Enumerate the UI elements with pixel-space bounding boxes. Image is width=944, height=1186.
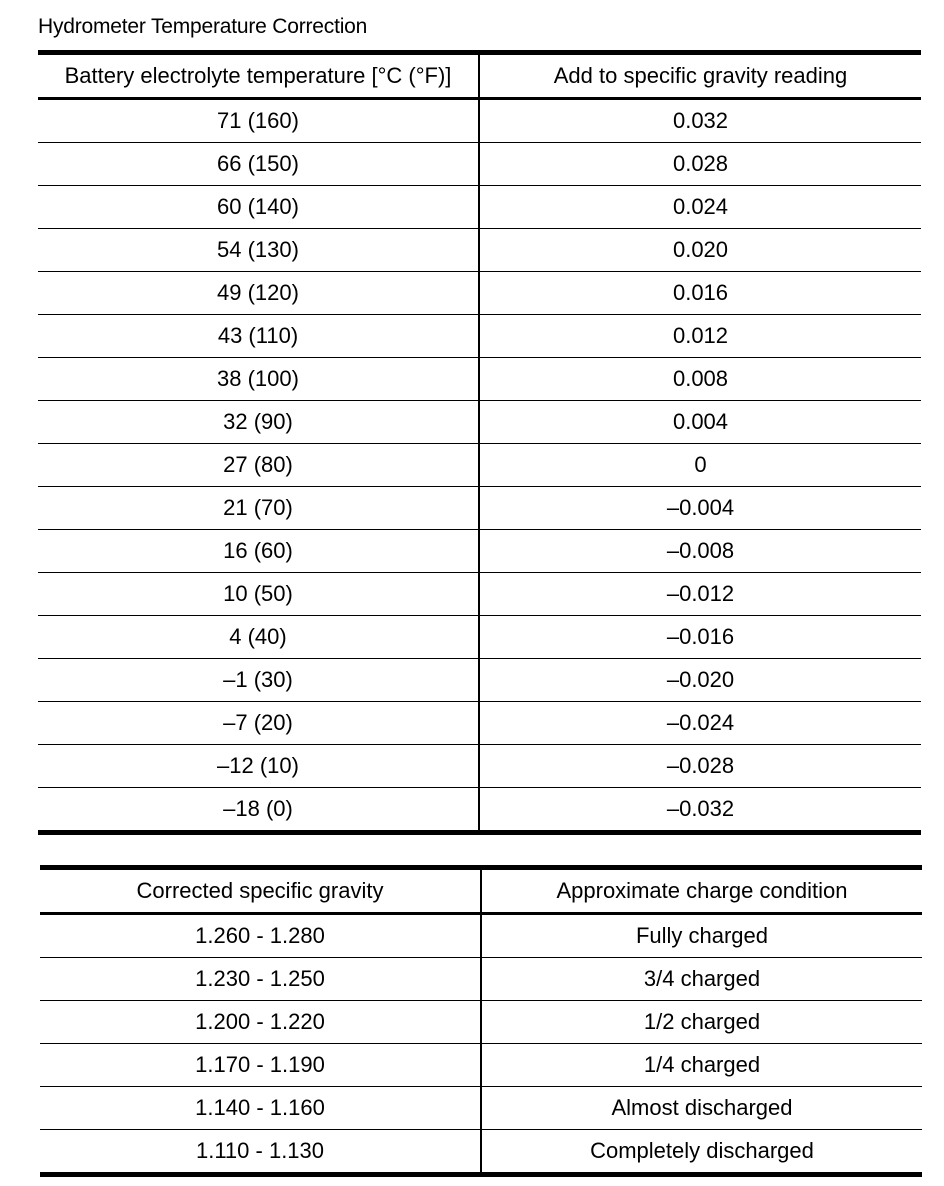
correction-cell: 0.012	[479, 315, 921, 358]
temperature-cell: –1 (30)	[38, 659, 479, 702]
temperature-cell: –7 (20)	[38, 702, 479, 745]
correction-cell: –0.016	[479, 616, 921, 659]
table-row	[40, 1130, 922, 1175]
table-row	[40, 958, 922, 1001]
column-header-charge-condition: Approximate charge condition	[481, 868, 922, 914]
table-row	[38, 616, 921, 659]
correction-cell: –0.004	[479, 487, 921, 530]
temperature-cell: –18 (0)	[38, 788, 479, 833]
correction-cell: 0.020	[479, 229, 921, 272]
charge-condition-cell: 3/4 charged	[481, 958, 922, 1001]
correction-cell: 0	[479, 444, 921, 487]
table-header-row	[38, 53, 921, 99]
specific-gravity-cell: 1.110 - 1.130	[40, 1130, 481, 1175]
table-row	[38, 401, 921, 444]
correction-cell: –0.024	[479, 702, 921, 745]
correction-cell: 0.024	[479, 186, 921, 229]
temperature-cell: 10 (50)	[38, 573, 479, 616]
correction-cell: –0.028	[479, 745, 921, 788]
table-row	[38, 573, 921, 616]
charge-condition-cell: 1/4 charged	[481, 1044, 922, 1087]
correction-cell: 0.032	[672, 108, 729, 133]
correction-cell: –0.020	[479, 659, 921, 702]
temperature-cell: 66 (150)	[38, 143, 479, 186]
column-header-specific-gravity: Corrected specific gravity	[40, 868, 481, 914]
charge-condition-cell: Almost discharged	[481, 1087, 922, 1130]
table-row	[38, 530, 921, 573]
temperature-cell: 43 (110)	[38, 315, 479, 358]
table-row	[38, 143, 921, 186]
correction-cell: –0.012	[479, 573, 921, 616]
temperature-cell: 32 (90)	[38, 401, 479, 444]
table-row	[38, 487, 921, 530]
temperature-cell: 54 (130)	[38, 229, 479, 272]
temperature-cell: 4 (40)	[38, 616, 479, 659]
charge-condition-cell: 1/2 charged	[481, 1001, 922, 1044]
charge-condition-cell: Completely discharged	[481, 1130, 922, 1175]
specific-gravity-cell: 1.170 - 1.190	[40, 1044, 481, 1087]
temperature-cell: 21 (70)	[38, 487, 479, 530]
specific-gravity-cell: 1.140 - 1.160	[40, 1087, 481, 1130]
correction-cell: 0.008	[479, 358, 921, 401]
temperature-cell: –12 (10)	[38, 745, 479, 788]
column-header-correction: Add to specific gravity reading	[479, 53, 921, 99]
table-row	[38, 99, 921, 143]
charge-condition-table	[40, 865, 922, 1177]
temperature-cell: 16 (60)	[38, 530, 479, 573]
correction-cell: 0.016	[479, 272, 921, 315]
table-row	[38, 315, 921, 358]
document-title: Hydrometer Temperature Correction	[38, 15, 368, 38]
table-row	[40, 1087, 922, 1130]
temperature-correction-table	[38, 50, 921, 835]
table-header-row	[40, 868, 922, 914]
table-row	[38, 444, 921, 487]
temperature-cell: 60 (140)	[38, 186, 479, 229]
table-row	[40, 914, 922, 958]
temperature-cell: 71 (160)	[38, 99, 479, 143]
charge-condition-cell: Fully charged	[635, 923, 769, 948]
specific-gravity-cell: 1.200 - 1.220	[40, 1001, 481, 1044]
specific-gravity-cell: 1.230 - 1.250	[40, 958, 481, 1001]
temperature-cell: 38 (100)	[38, 358, 479, 401]
correction-cell: –0.032	[479, 788, 921, 833]
correction-cell: –0.008	[479, 530, 921, 573]
correction-cell: 0.004	[479, 401, 921, 444]
table-row	[38, 788, 921, 833]
temperature-cell: 27 (80)	[38, 444, 479, 487]
table-row	[38, 702, 921, 745]
table-row	[38, 745, 921, 788]
table-row	[38, 229, 921, 272]
specific-gravity-cell: 1.260 - 1.280	[40, 914, 481, 958]
column-header-temperature: Battery electrolyte temperature [°C (°F)]	[38, 53, 479, 99]
table-row	[40, 1001, 922, 1044]
table-row	[40, 1044, 922, 1087]
temperature-cell: 49 (120)	[38, 272, 479, 315]
table-row	[38, 358, 921, 401]
table-row	[38, 272, 921, 315]
correction-cell: 0.028	[479, 143, 921, 186]
table-row	[38, 659, 921, 702]
table-row	[38, 186, 921, 229]
